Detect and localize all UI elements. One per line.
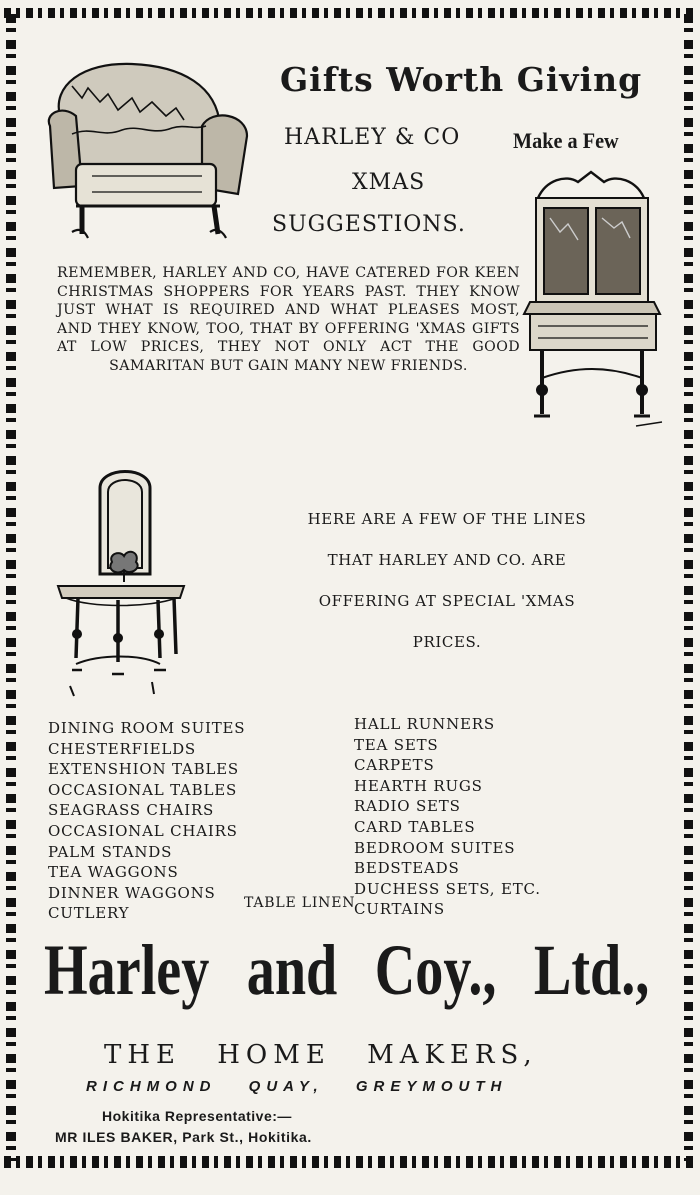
list-item: CHESTERFIELDS	[48, 739, 196, 758]
headline: Gifts Worth Giving	[280, 60, 643, 99]
list-item: TEA WAGGONS	[48, 863, 179, 882]
xmas-heading: XMAS	[352, 170, 426, 195]
left-border	[6, 14, 16, 1161]
lines-intro-line: HERE ARE A FEW OF THE LINES	[307, 510, 587, 528]
list-item: DINING ROOM SUITES	[48, 719, 246, 737]
representative-label: Hokitika Representative:—	[102, 1108, 292, 1124]
list-item-extra: TABLE LINEN	[244, 895, 356, 911]
armchair-icon	[42, 56, 262, 246]
list-item: EXTENSHION TABLES	[48, 760, 240, 779]
bottom-border	[4, 1156, 696, 1168]
list-item: TEA SETS	[354, 735, 439, 754]
list-item: SEAGRASS CHAIRS	[48, 801, 215, 820]
list-item: OCCASIONAL CHAIRS	[48, 821, 238, 840]
list-item: DUCHESS SETS, ETC.	[354, 879, 541, 898]
suggestions-heading: SUGGESTIONS.	[272, 212, 466, 237]
slogan: THE HOME MAKERS,	[104, 1040, 538, 1070]
tagline: Make a Few	[513, 128, 619, 153]
items-list-right	[354, 714, 654, 920]
list-item: HEARTH RUGS	[354, 776, 483, 795]
list-item: BEDSTEADS	[354, 859, 460, 878]
lines-intro-line: PRICES.	[412, 633, 482, 651]
representative-name: MR ILES BAKER, Park St., Hokitika.	[55, 1129, 312, 1145]
lines-intro	[262, 508, 632, 672]
list-item: CARPETS	[354, 756, 435, 775]
list-item: DINNER WAGGONS	[48, 883, 216, 902]
list-item: CURTAINS	[354, 900, 445, 919]
items-list-left	[48, 718, 338, 924]
list-item: PALM STANDS	[48, 842, 173, 861]
right-border	[684, 14, 693, 1161]
list-item: OCCASIONAL TABLES	[48, 780, 238, 799]
address: RICHMOND QUAY, GREYMOUTH	[86, 1078, 508, 1095]
bureau-icon	[516, 168, 666, 430]
list-item: RADIO SETS	[354, 797, 461, 816]
lines-intro-line: OFFERING AT SPECIAL 'XMAS	[318, 592, 576, 610]
firm-short-name: HARLEY & CO	[284, 125, 461, 150]
list-item: HALL RUNNERS	[354, 715, 495, 733]
lines-intro-line: THAT HARLEY AND CO. ARE	[327, 551, 567, 569]
list-item: CUTLERY	[48, 904, 130, 923]
top-border	[4, 8, 696, 18]
list-item: BEDROOM SUITES	[354, 838, 516, 857]
firm-name: Harley and Coy., Ltd.,	[44, 930, 650, 1010]
intro-paragraph: REMEMBER, HARLEY AND CO, HAVE CATERED FOR KEEN CHRISTMAS SHOPPERS FOR YEARS PAST. THEY KNOW JUST WHAT IS REQUIRED AND WHAT PLEASES MOST, AND THEY KNOW, TOO, THAT BY OFFERING 'XMAS GIFTS AT LOW PRICES, THEY NOT ONLY ACT THE GOOD SAMARITAN BUT GAIN MANY NEW FRIENDS.	[57, 265, 520, 374]
hall-table-mirror-icon	[50, 458, 192, 700]
list-item: CARD TABLES	[354, 817, 476, 836]
